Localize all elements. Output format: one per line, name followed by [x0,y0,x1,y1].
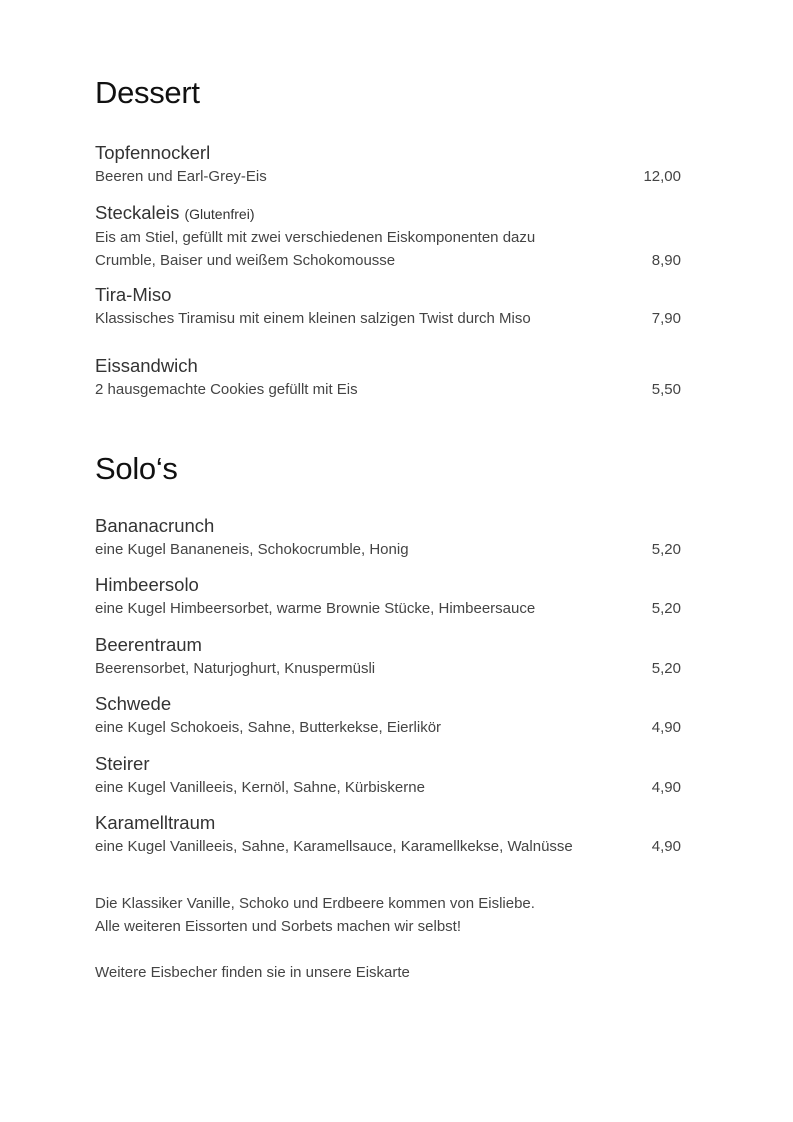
item-price: 8,90 [651,252,681,269]
item-description: Beerensorbet, Naturjoghurt, Knuspermüsli [95,660,376,677]
menu-item-tira-miso [95,283,681,330]
item-price: 5,20 [651,541,681,558]
item-price: 12,00 [643,168,681,185]
item-price: 5,50 [651,381,681,398]
section-title-solos: Solo‘s [95,451,178,486]
item-name: Eissandwich [95,355,198,376]
menu-item-steirer [95,752,681,799]
section-title-dessert: Dessert [95,75,200,110]
item-description: Crumble, Baiser und weißem Schokomousse [95,252,396,269]
item-name: Tira-Miso [95,284,172,305]
item-description: eine Kugel Vanilleeis, Kernöl, Sahne, Kürbiskerne [95,779,425,796]
item-description: Klassisches Tiramisu mit einem kleinen salzigen Twist durch Miso [95,310,531,327]
menu-item-eissandwich [95,354,681,401]
menu-item-himbeersolo [95,573,681,620]
item-price: 5,20 [651,660,681,677]
menu-item-topfennockerl [95,141,681,188]
item-description: eine Kugel Himbeersorbet, warme Brownie Stücke, Himbeersauce [95,600,536,617]
item-description: Beeren und Earl-Grey-Eis [95,168,267,185]
item-description: eine Kugel Schokoeis, Sahne, Butterkekse, Eierlikör [95,719,442,736]
item-note: (Glutenfrei) [184,206,255,222]
footnote-selbstgemacht: Alle weiteren Eissorten und Sorbets machen wir selbst! [95,918,462,935]
item-name: Himbeersolo [95,574,199,595]
footnote-klassiker: Die Klassiker Vanille, Schoko und Erdbeere kommen von Eisliebe. [95,895,535,912]
item-description: 2 hausgemachte Cookies gefüllt mit Eis [95,381,358,398]
item-description: eine Kugel Vanilleeis, Sahne, Karamellsauce, Karamellkekse, Walnüsse [95,838,573,855]
item-price: 4,90 [651,838,681,855]
item-name: Steckaleis (Glutenfrei) [95,202,255,223]
item-price: 4,90 [651,719,681,736]
menu-item-bananacrunch [95,514,681,561]
menu-item-steckaleis [95,201,681,272]
item-price: 4,90 [651,779,681,796]
item-price: 7,90 [651,310,681,327]
item-name: Steirer [95,753,150,774]
footnote-eiskarte: Weitere Eisbecher finden sie in unsere Eiskarte [95,964,410,981]
menu-item-karamelltraum [95,811,681,858]
item-description: eine Kugel Bananeneis, Schokocrumble, Honig [95,541,409,558]
item-name: Topfennockerl [95,142,211,163]
item-name: Bananacrunch [95,515,215,536]
menu-item-schwede [95,692,681,739]
item-name: Schwede [95,693,172,714]
item-name: Karamelltraum [95,812,216,833]
item-price: 5,20 [651,600,681,617]
item-description: Eis am Stiel, gefüllt mit zwei verschiedenen Eiskomponenten dazu [95,229,536,246]
menu-item-beerentraum [95,633,681,680]
item-name: Beerentraum [95,634,202,655]
